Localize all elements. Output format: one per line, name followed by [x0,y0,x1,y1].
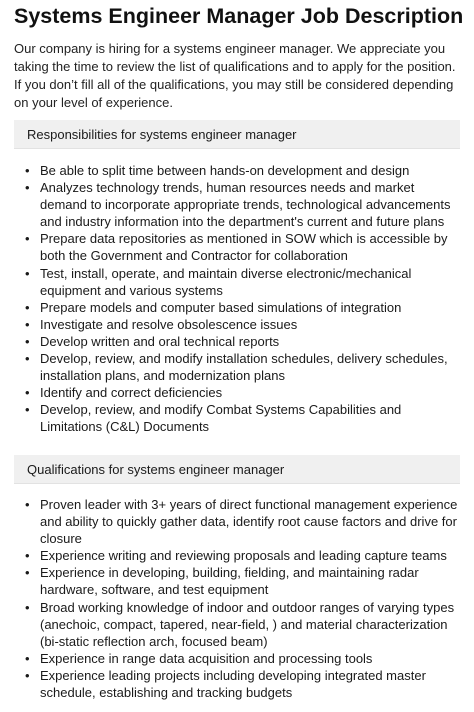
bullet-icon: • [25,650,30,666]
qualification-item [24,599,464,650]
responsibility-item [24,265,464,299]
responsibility-item [24,350,464,384]
responsibility-item-text: Prepare data repositories as mentioned in SOW which is accessible by both the Government and Contractor for collaboration [40,231,448,264]
intro-paragraph: Our company is hiring for a systems engineer manager. We appreciate you taking the time to review the list of qualifications and to apply for the position. If you don’t fill all of the qualifications, you may still be considered depending on your level of experience. [14,41,456,110]
bullet-icon: • [25,497,30,512]
bullet-icon: • [25,351,30,367]
qualification-item-text: Broad working knowledge of indoor and outdoor ranges of varying types (anechoic, compact, tapered, near-field, ) and material characterization (bi-static reflection arch, focused beam) [40,599,455,649]
qualification-item [24,564,464,598]
page-title: Systems Engineer Manager Job Description [14,4,464,28]
responsibility-item [24,299,464,316]
responsibility-item-text: Develop, review, and modify Combat Systems Capabilities and Limitations (C&L) Documents [40,402,402,435]
qualification-item-text: Experience in developing, building, fielding, and maintaining radar hardware, software, and test equipment [40,565,419,598]
bullet-icon: • [25,299,30,315]
responsibility-item [24,384,464,401]
responsibility-item [24,162,464,179]
responsibility-item-text: Identify and correct deficiencies [40,385,223,401]
qualification-item [24,650,464,667]
responsibility-item-text: Develop, review, and modify installation schedules, delivery schedules, installation plans, and modernization plans [40,351,448,384]
qualification-item-text: Experience in range data acquisition and processing tools [40,650,373,666]
qualifications-list [24,496,464,701]
responsibilities-heading: Responsibilities for systems engineer manager [14,120,460,149]
qualification-item-text: Experience leading projects including developing integrated master schedule, establishing and tracking budgets [40,667,426,701]
bullet-icon: • [25,265,30,281]
bullet-icon: • [25,385,30,401]
bullet-icon: • [25,667,30,683]
responsibility-item-text: Investigate and resolve obsolescence issues [40,316,298,332]
responsibility-item [24,230,464,264]
responsibility-item [24,179,464,230]
bullet-icon: • [25,565,30,581]
bullet-icon: • [25,402,30,418]
qualifications-heading: Qualifications for systems engineer manager [14,455,460,484]
responsibility-item-text: Prepare models and computer based simulations of integration [40,299,402,315]
qualification-item [24,667,464,701]
responsibility-item-text: Analyzes technology trends, human resources needs and market demand to incorporate appropriate trends, technological advancements and industry information into the department's current and future plans [40,180,451,230]
bullet-icon: • [25,163,30,178]
responsibility-item [24,401,464,435]
responsibility-item [24,316,464,333]
responsibility-item-text: Test, install, operate, and maintain diverse electronic/mechanical equipment and various systems [40,265,412,298]
bullet-icon: • [25,316,30,332]
qualification-item-text: Experience writing and reviewing proposals and leading capture teams [40,548,447,564]
bullet-icon: • [25,599,30,615]
bullet-icon: • [25,548,30,564]
qualification-item [24,496,464,547]
qualification-item [24,547,464,564]
bullet-icon: • [25,231,30,247]
responsibility-item-text: Be able to split time between hands-on development and design [40,163,410,178]
responsibility-item-text: Develop written and oral technical reports [40,333,280,349]
bullet-icon: • [25,180,30,196]
responsibility-item [24,333,464,350]
responsibilities-list [24,162,464,436]
bullet-icon: • [25,333,30,349]
qualification-item-text: Proven leader with 3+ years of direct functional management experience and ability to quickly gather data, identify root cause factors and drive for closure [40,497,458,547]
